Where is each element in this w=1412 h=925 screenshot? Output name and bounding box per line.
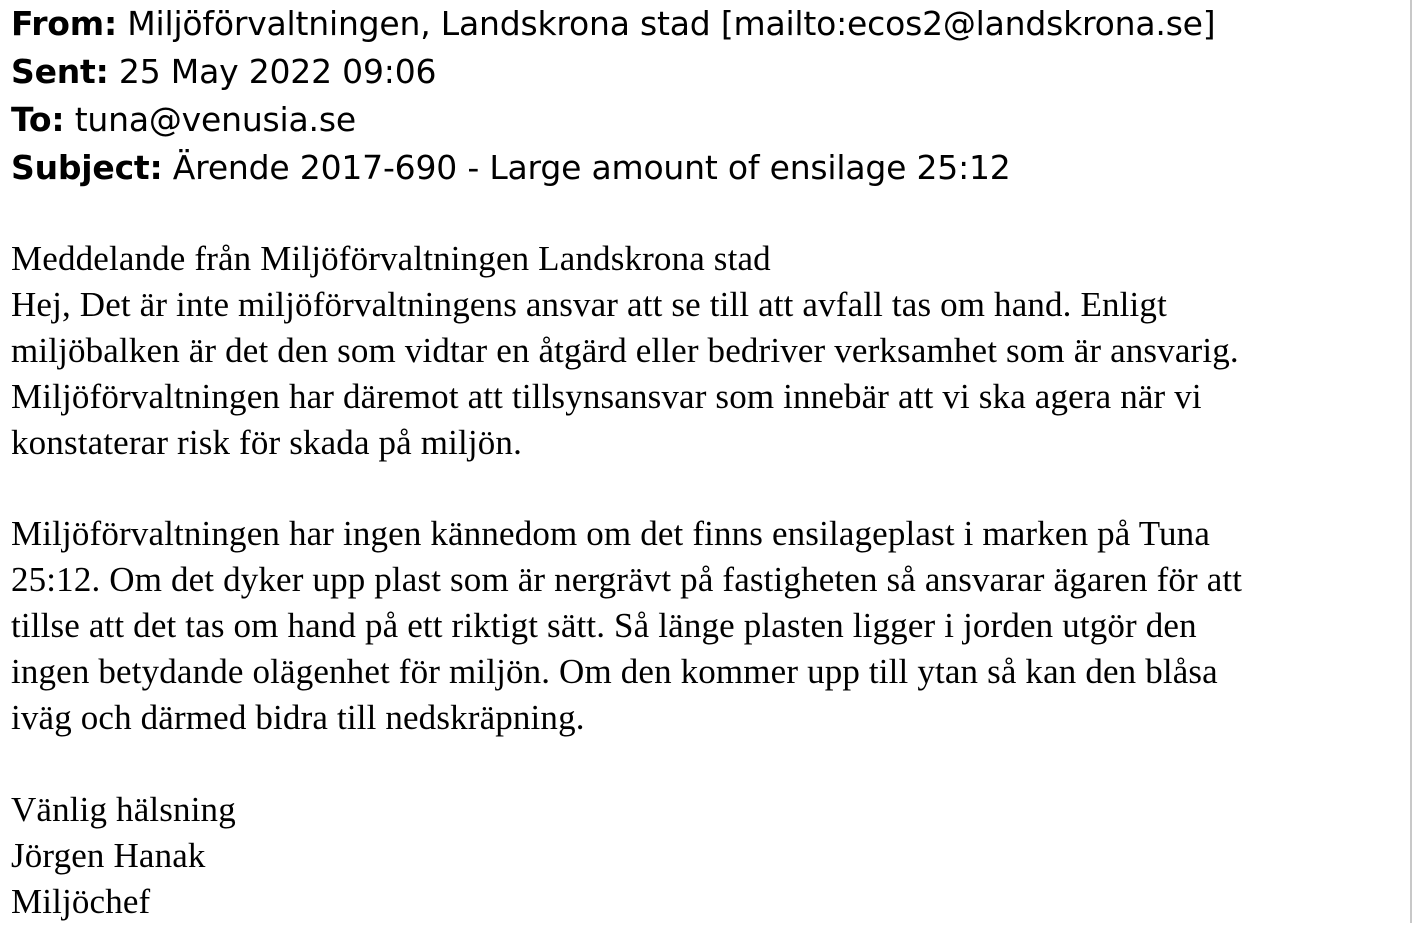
body-line: ingen betydande olägenhet för miljön. Om den kommer upp till ytan så kan den blåsa <box>11 652 1218 692</box>
from-value: Miljöförvaltningen, Landskrona stad [mailto:ecos2@landskrona.se] <box>116 4 1216 43</box>
sent-line <box>11 48 1391 96</box>
from-line <box>11 0 1391 48</box>
body-line: 25:12. Om det dyker upp plast som är nergrävt på fastigheten så ansvarar ägaren för att <box>11 560 1243 600</box>
subject-line <box>11 144 1391 192</box>
body-line: miljöbalken är det den som vidtar en åtgärd eller bedriver verksamhet som är ansvarig. <box>11 330 1239 370</box>
email-header <box>11 0 1391 192</box>
sent-label: Sent: <box>11 52 109 91</box>
body-line: konstaterar risk för skada på miljön. <box>11 422 522 462</box>
subject-label: Subject: <box>11 148 163 187</box>
signature <box>11 787 1406 925</box>
paragraph-2 <box>11 511 1406 741</box>
body-line: Miljöförvaltningen har däremot att tillsynsansvar som innebär att vi ska agera när vi <box>11 376 1202 416</box>
signature-line: Vänlig hälsning <box>11 789 236 829</box>
to-value: tuna@venusia.se <box>64 100 356 139</box>
paragraph-1 <box>11 236 1406 466</box>
body-line: Meddelande från Miljöförvaltningen Landskrona stad <box>11 239 771 278</box>
paragraph-gap <box>11 741 1406 787</box>
from-label: From: <box>11 4 117 43</box>
to-line <box>11 96 1391 144</box>
email-body <box>11 236 1406 925</box>
signature-line: Jörgen Hanak <box>11 835 206 875</box>
body-line: Hej, Det är inte miljöförvaltningens ansvar att se till att avfall tas om hand. Enligt <box>11 284 1167 324</box>
signature-line: Miljöchef <box>11 881 151 921</box>
sent-value: 25 May 2022 09:06 <box>108 52 437 91</box>
body-line: tillse att det tas om hand på ett riktigt sätt. Så länge plasten ligger i jorden utgör den <box>11 606 1197 646</box>
paragraph-gap <box>11 466 1406 512</box>
subject-value: Ärende 2017-690 - Large amount of ensilage 25:12 <box>162 148 1011 187</box>
to-label: To: <box>11 100 65 139</box>
body-line: iväg och därmed bidra till nedskräpning. <box>11 698 585 738</box>
body-line: Miljöförvaltningen har ingen kännedom om det finns ensilageplast i marken på Tuna <box>11 514 1211 554</box>
